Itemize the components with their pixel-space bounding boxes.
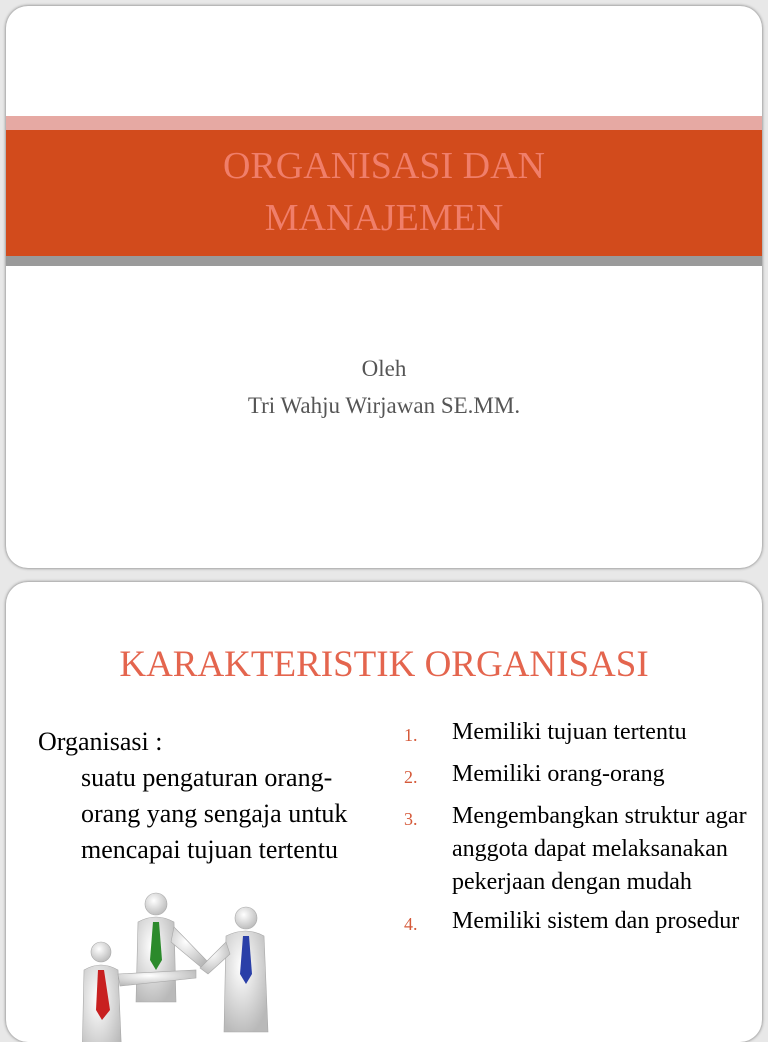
- list-item: [404, 716, 749, 752]
- title-band-shadow-stripe: [6, 256, 762, 266]
- teamwork-figures-icon: [76, 882, 306, 1042]
- author-byline: [6, 350, 762, 424]
- list-item: [404, 800, 749, 899]
- list-item-text: Memiliki tujuan tertentu: [452, 719, 687, 745]
- definition-block: [38, 724, 383, 894]
- title-band-top-stripe: [6, 116, 762, 130]
- title-slide: [6, 6, 762, 568]
- characteristics-list: [404, 716, 749, 947]
- list-item: [404, 758, 749, 794]
- content-slide: [6, 582, 762, 1042]
- list-item-number: 4.: [404, 914, 418, 934]
- definition-text: suatu pengaturan orang-orang yang sengaja untuk mencapai tujuan tertentu: [81, 763, 348, 864]
- list-item-text: Mengembangkan struktur agar anggota dapat melaksanakan pekerjaan dengan mudah: [452, 803, 747, 895]
- list-item-text: Memiliki orang-orang: [452, 761, 665, 787]
- list-item-number: 2.: [404, 767, 418, 787]
- slide-title: KARAKTERISTIK ORGANISASI: [119, 644, 649, 685]
- list-item-number: 1.: [404, 725, 418, 745]
- title-line-1: ORGANISASI DAN: [223, 145, 545, 187]
- byline-prefix: Oleh: [361, 356, 407, 381]
- list-item-number: 3.: [404, 809, 418, 829]
- title-line-2: MANAJEMEN: [264, 197, 504, 239]
- definition-term: Organisasi :: [38, 727, 163, 756]
- list-item: [404, 905, 749, 941]
- presentation-title: [6, 140, 762, 244]
- figure-center: [136, 893, 208, 1002]
- author-name: Tri Wahju Wirjawan SE.MM.: [247, 393, 521, 418]
- figure-right: [200, 907, 268, 1032]
- list-item-text: Memiliki sistem dan prosedur: [452, 908, 740, 934]
